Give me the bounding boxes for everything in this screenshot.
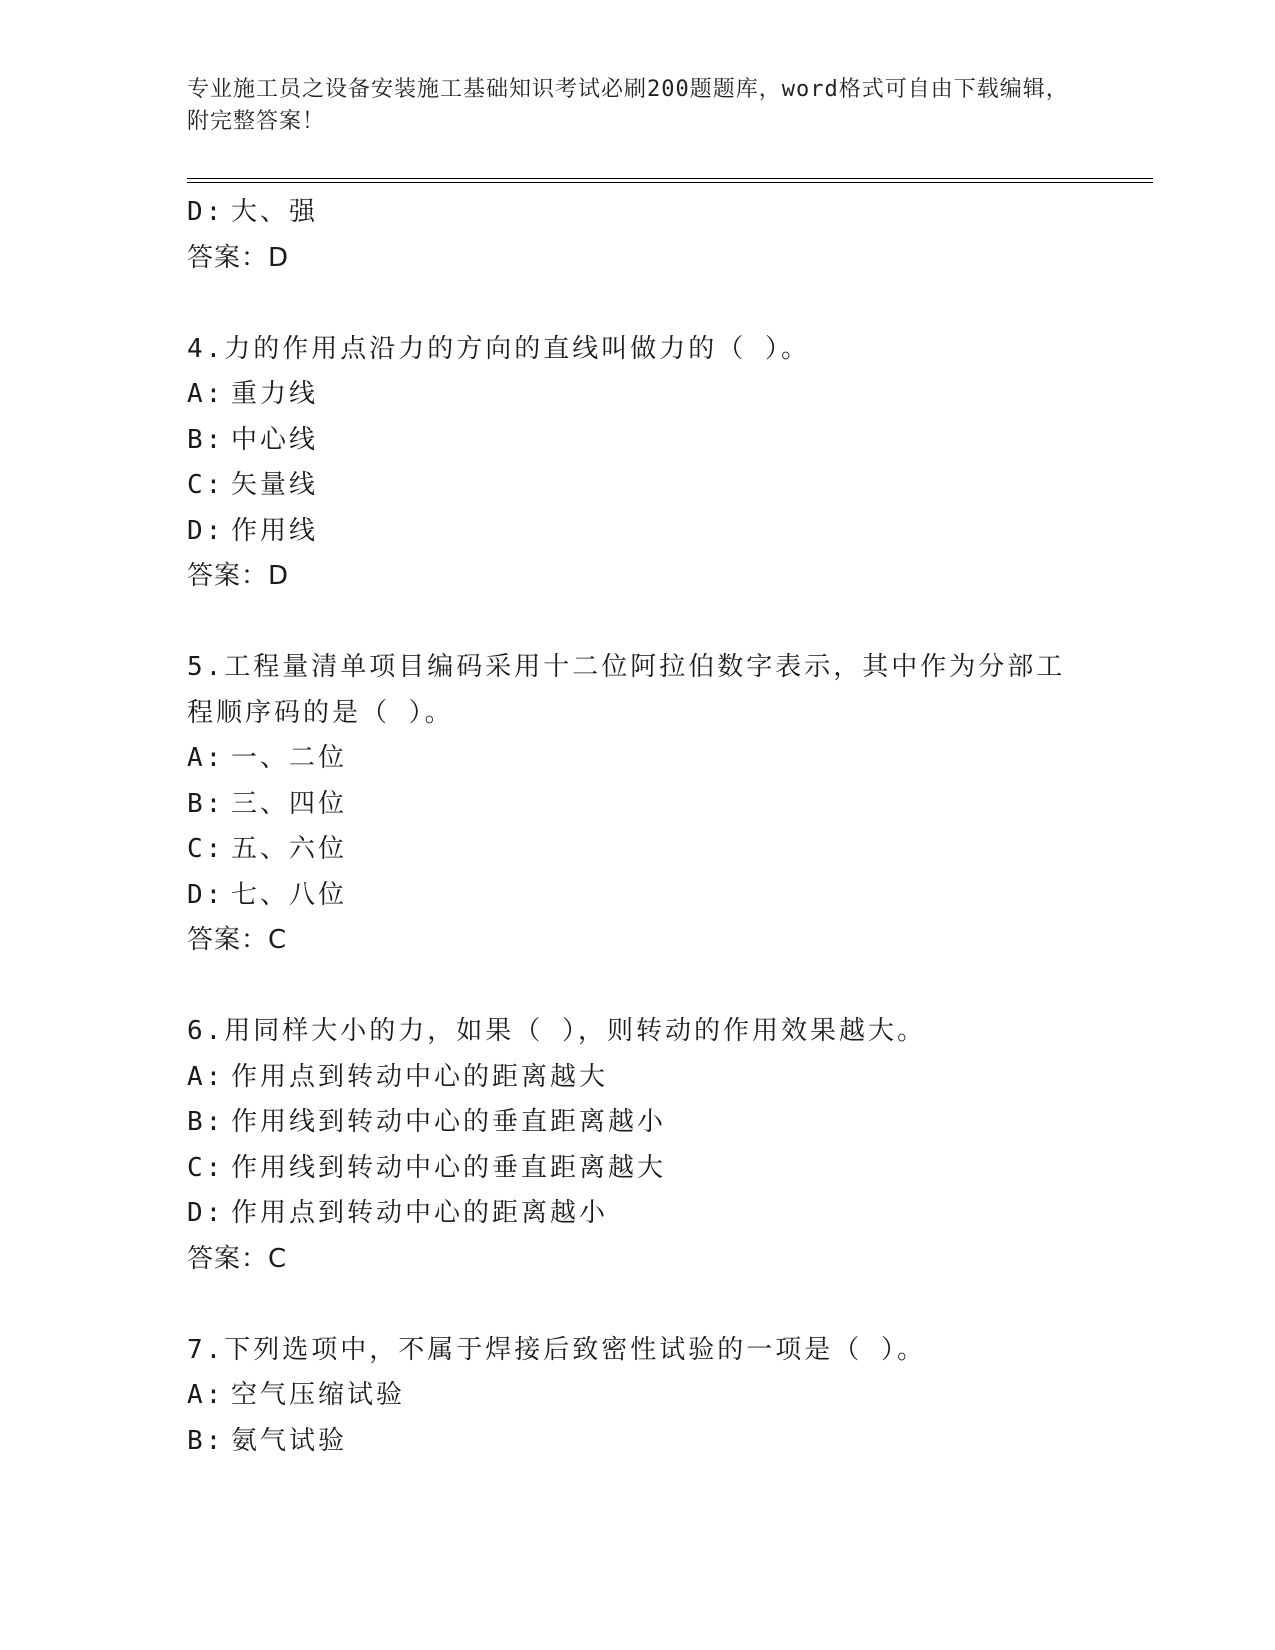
- option-key: D:: [187, 1198, 225, 1228]
- option-text: 矢量线: [231, 470, 319, 500]
- option-key: B:: [187, 1107, 225, 1137]
- option-text: 作用线到转动中心的垂直距离越大: [231, 1152, 667, 1183]
- option-text: 七、八位: [231, 879, 348, 910]
- option-key: C:: [187, 1152, 225, 1183]
- option-key: A:: [187, 379, 225, 409]
- option-text: 作用点到转动中心的距离越小: [231, 1198, 609, 1228]
- question-text: 4.力的作用点沿力的方向的直线叫做力的（ ）。: [187, 333, 810, 364]
- question-list: [187, 190, 1087, 1464]
- spacer: [187, 281, 1087, 327]
- answer-line: 答案：D: [187, 242, 290, 273]
- option-d: [187, 509, 1087, 555]
- option-d: [187, 190, 1087, 236]
- option-key: B:: [187, 788, 225, 819]
- option-key: D:: [187, 515, 225, 546]
- option-text: 作用线到转动中心的垂直距离越小: [231, 1107, 667, 1137]
- answer-line: 答案：D: [187, 561, 290, 591]
- option-d: [187, 1191, 1087, 1237]
- option-key: A:: [187, 1380, 225, 1410]
- option-a: [187, 1055, 1087, 1101]
- option-text: 一、二位: [231, 743, 348, 773]
- option-key: A:: [187, 1061, 225, 1092]
- option-c: [187, 1146, 1087, 1192]
- option-text: 作用线: [231, 515, 319, 546]
- option-key: D:: [187, 197, 225, 227]
- spacer: [187, 1282, 1087, 1328]
- option-text: 作用点到转动中心的距离越大: [231, 1061, 609, 1092]
- question-text-line-1: 5.工程量清单项目编码采用十二位阿拉伯数字表示，其中作为分部工: [187, 652, 1066, 682]
- option-text: 氨气试验: [231, 1425, 348, 1456]
- option-b: [187, 1100, 1087, 1146]
- answer-line: 答案：C: [187, 925, 288, 955]
- option-b: [187, 782, 1087, 828]
- answer-line: 答案：C: [187, 1243, 288, 1274]
- option-text: 空气压缩试验: [231, 1380, 406, 1410]
- option-c: [187, 827, 1087, 873]
- document-header: 专业施工员之设备安装施工基础知识考试必刷200题题库，word格式可自由下载编辑，附完整答案！: [187, 77, 1069, 134]
- option-key: C:: [187, 834, 225, 864]
- option-key: B:: [187, 1425, 225, 1456]
- option-text: 五、六位: [231, 834, 348, 864]
- option-a: [187, 372, 1087, 418]
- option-text: 中心线: [231, 424, 319, 455]
- option-b: [187, 1419, 1087, 1465]
- option-d: [187, 873, 1087, 919]
- option-text: 重力线: [231, 379, 319, 409]
- header-divider: [187, 178, 1153, 183]
- option-c: [187, 463, 1087, 509]
- spacer: [187, 964, 1087, 1010]
- option-text: 三、四位: [231, 788, 348, 819]
- question-text: 6.用同样大小的力，如果（ ），则转动的作用效果越大。: [187, 1016, 926, 1046]
- option-a: [187, 1373, 1087, 1419]
- option-a: [187, 736, 1087, 782]
- question-text-line-2: 程顺序码的是（ ）。: [187, 697, 454, 728]
- option-key: B:: [187, 424, 225, 455]
- question-text: 7.下列选项中，不属于焊接后致密性试验的一项是（ ）。: [187, 1334, 926, 1365]
- option-key: D:: [187, 879, 225, 910]
- spacer: [187, 600, 1087, 646]
- option-key: A:: [187, 743, 225, 773]
- option-text: 大、强: [231, 197, 319, 227]
- option-key: C:: [187, 470, 225, 500]
- option-b: [187, 418, 1087, 464]
